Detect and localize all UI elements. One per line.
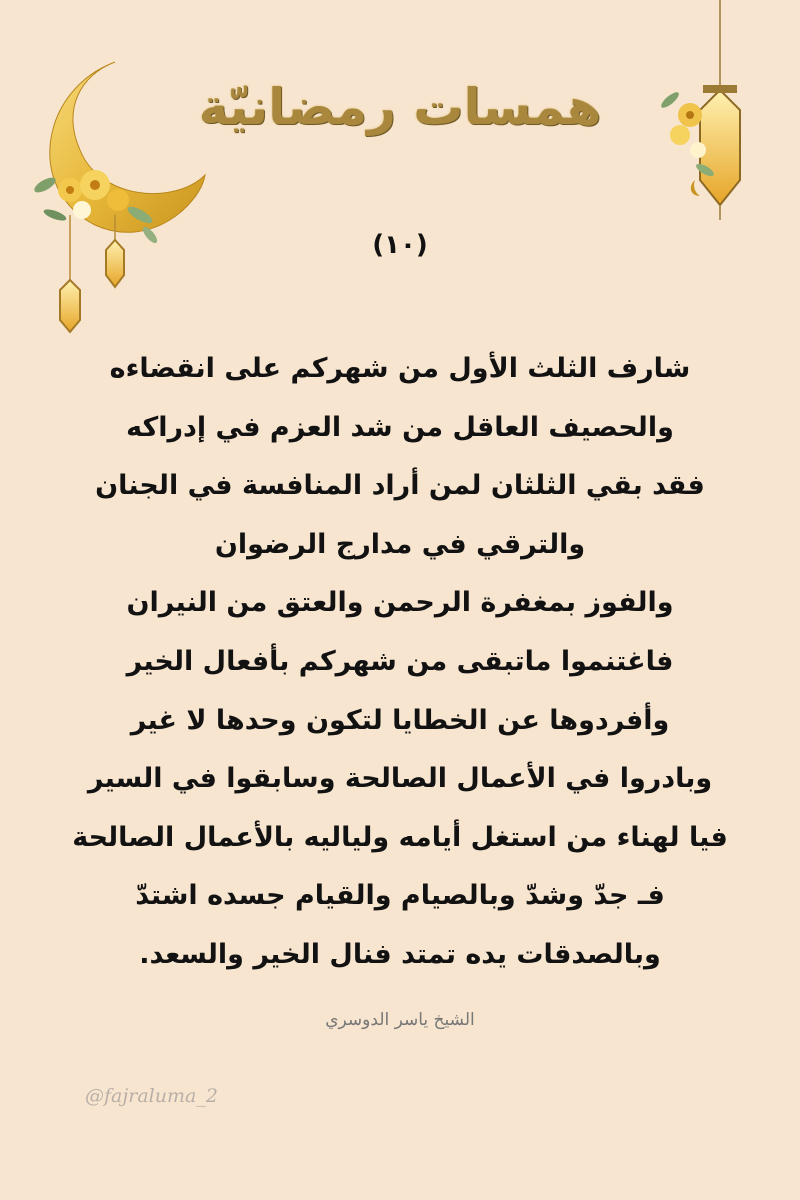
body-line: فيا لهناء من استغل أيامه ولياليه بالأعمال الصالحة [72,821,728,853]
body-line: فاغتنموا ماتبقى من شهركم بأفعال الخير [126,645,674,677]
social-handle: @fajraluma_2 [85,1085,218,1107]
body-line: والترقي في مدارج الرضوان [214,528,586,560]
author-signature: الشيخ ياسر الدوسري [325,1010,475,1030]
body-line: والحصيف العاقل من شد العزم في إدراكه [126,411,674,443]
body-line: شارف الثلث الأول من شهركم على انقضاءه [109,353,691,384]
body-line: وبادروا في الأعمال الصالحة وسابقوا في السير [87,763,713,795]
body-text [60,340,740,985]
body-line: وأفردوها عن الخطايا لتكون وحدها لا غير [130,704,670,736]
episode-number: (١٠) [372,230,428,260]
body-line: فـ جدّ وشدّ وبالصيام والقيام جسده اشتدّ [135,880,665,912]
body-line: والفوز بمغفرة الرحمن والعتق من النيران [126,587,674,619]
body-line: فقد بقي الثلثان لمن أراد المنافسة في الجنان [95,470,705,502]
page-title: همسات رمضانيّة [198,78,602,136]
body-line: وبالصدقات يده تمتد فنال الخير والسعد. [139,938,661,970]
